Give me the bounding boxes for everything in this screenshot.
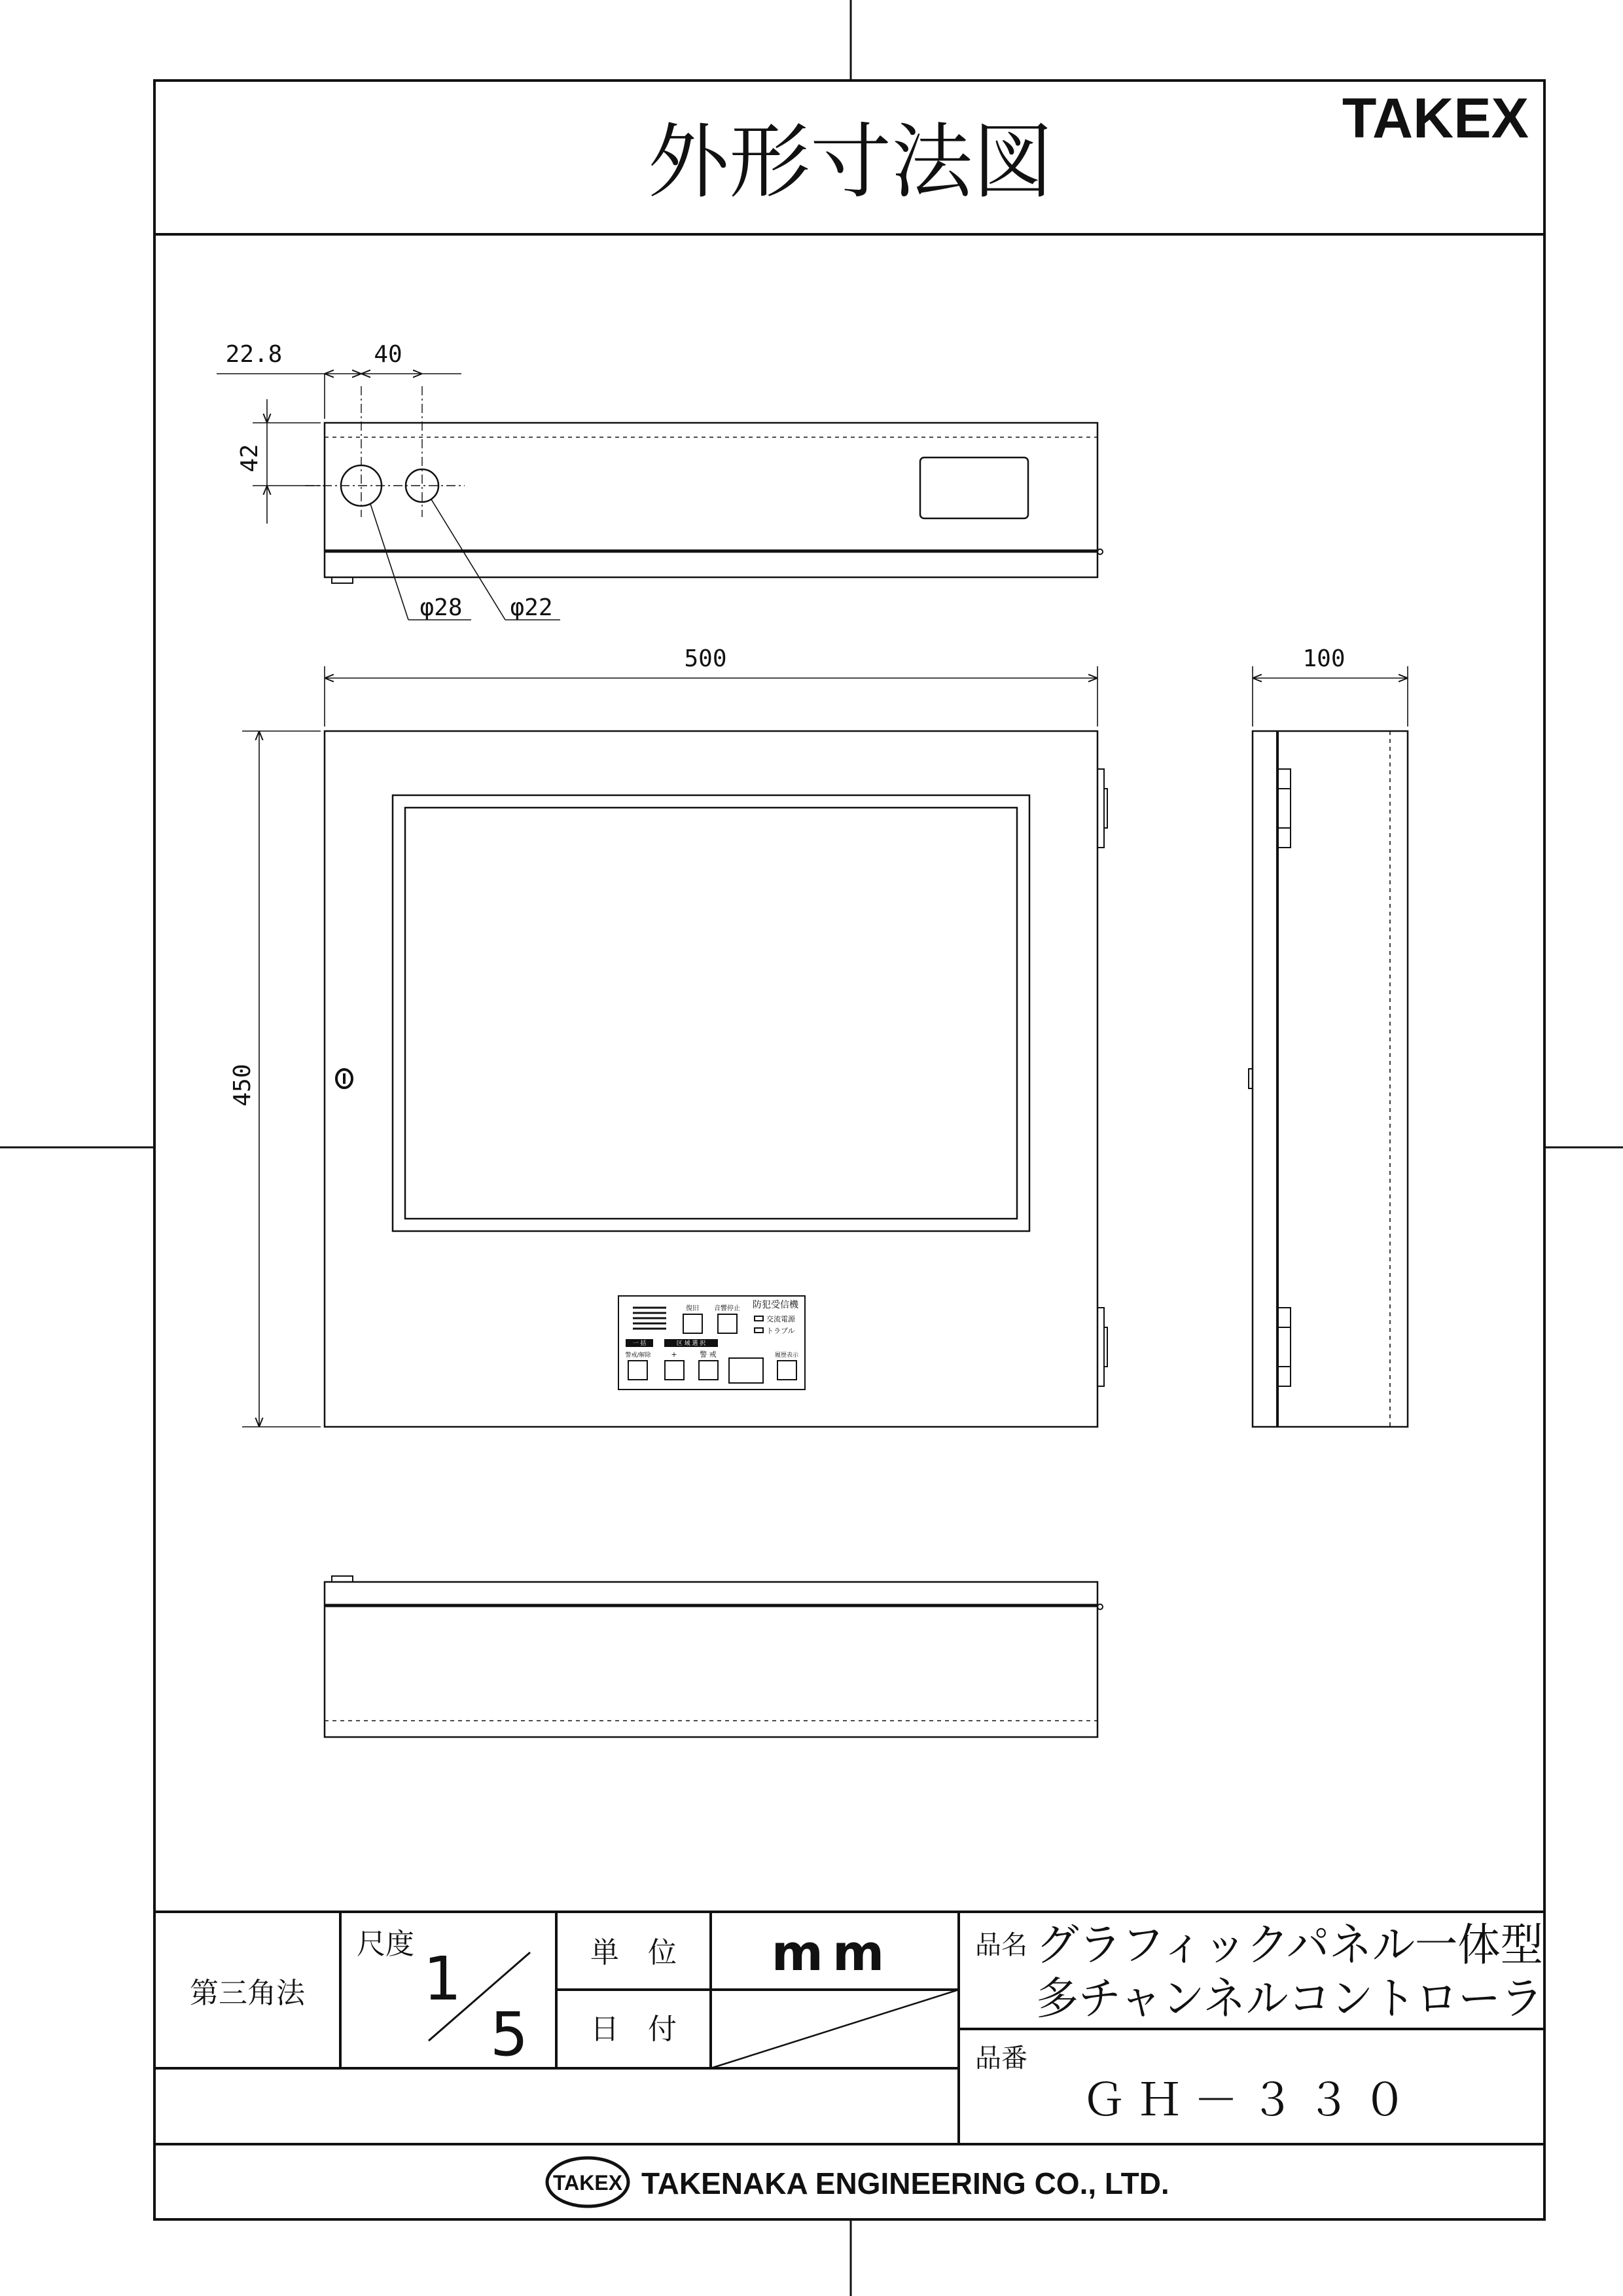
side-view	[1249, 731, 1408, 1427]
company-logo-text: TAKEX	[552, 2171, 623, 2195]
history-key	[777, 1361, 796, 1380]
plus-key	[665, 1361, 684, 1380]
svg-text:警戒/解除: 警戒/解除	[625, 1352, 651, 1359]
side-view-dimensions	[1253, 666, 1408, 726]
alert-key	[699, 1361, 718, 1380]
dim-hole-small: φ22	[510, 594, 553, 621]
product-name-label: 品名	[975, 1930, 1027, 1960]
svg-text:+: +	[671, 1350, 677, 1359]
sheet-title: 外形寸法図	[647, 115, 1054, 209]
svg-text:防犯受信機: 防犯受信機	[753, 1300, 798, 1310]
buzzer-stop-key	[718, 1314, 737, 1333]
svg-text:区 域 選 択: 区 域 選 択	[676, 1340, 706, 1347]
product-name-line2: 多チャンネルコントローラ	[1036, 1973, 1543, 2025]
trouble-led	[755, 1328, 763, 1333]
scale-denominator: 5	[490, 2000, 529, 2070]
ac-power-led	[755, 1316, 763, 1321]
keyhole-icon	[336, 1069, 352, 1088]
dim-top-pitch: 40	[374, 341, 402, 368]
front-view-dimensions	[242, 666, 1097, 1427]
product-number-label: 品番	[975, 2043, 1027, 2073]
dim-front-height: 450	[229, 1064, 256, 1107]
bottom-view	[325, 1576, 1103, 1737]
svg-text:交流電源: 交流電源	[766, 1315, 795, 1323]
zone-display	[729, 1358, 763, 1383]
brand-logo: TAKEX	[1342, 87, 1529, 150]
display-frame-outer	[393, 795, 1029, 1231]
svg-text:トラブル: トラブル	[766, 1327, 795, 1335]
svg-text:警 戒: 警 戒	[700, 1350, 717, 1359]
dim-top-depth-offset: 42	[236, 444, 263, 473]
svg-text:一 括: 一 括	[632, 1340, 647, 1347]
dim-side-depth: 100	[1302, 645, 1346, 672]
scale-label: 尺度	[357, 1928, 414, 1961]
svg-text:復旧: 復旧	[686, 1305, 699, 1312]
top-view	[305, 386, 1103, 583]
product-name-line1: グラフィックパネル一体型	[1036, 1920, 1543, 1971]
reset-key	[683, 1314, 702, 1333]
date-label: 日 付	[590, 2013, 677, 2046]
unit-label: 単 位	[590, 1936, 677, 1969]
svg-text:履歴表示: 履歴表示	[774, 1352, 799, 1359]
dim-hole-large: φ28	[419, 594, 463, 621]
front-view	[325, 731, 1107, 1427]
product-number: ＧＨ－３３０	[1080, 2075, 1419, 2126]
dim-front-width: 500	[684, 645, 727, 672]
projection-method: 第三角法	[190, 1977, 305, 2010]
svg-text:音響停止: 音響停止	[714, 1305, 740, 1312]
top-view-dimensions	[217, 373, 560, 620]
unit-value: mm	[771, 1924, 894, 1982]
dim-top-offset: 22.8	[225, 341, 283, 368]
company-name: TAKENAKA ENGINEERING CO., LTD.	[641, 2166, 1169, 2200]
alarm-set-key	[628, 1361, 647, 1380]
front-enclosure	[325, 731, 1097, 1427]
top-window	[920, 457, 1028, 518]
speaker-grille-icon	[633, 1308, 666, 1329]
display-frame-inner	[405, 808, 1017, 1219]
scale-numerator: 1	[423, 1944, 462, 2014]
sheet-border	[154, 81, 1544, 2219]
